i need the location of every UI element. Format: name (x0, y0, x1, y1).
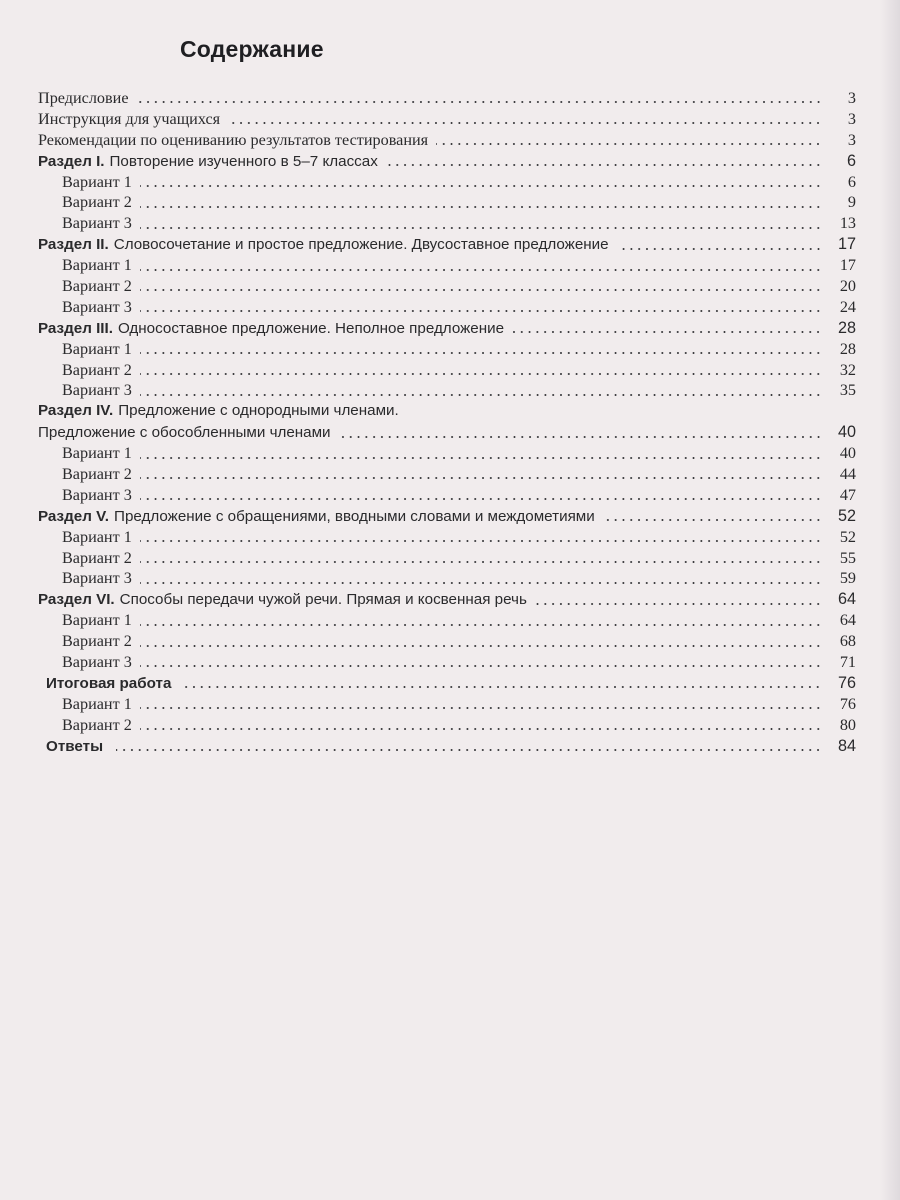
dot-leader (228, 121, 822, 125)
toc-entry-page-number: 84 (837, 736, 856, 755)
dot-leader (140, 268, 822, 272)
toc-entry-title: Рекомендации по оцениванию результатов тестирования (38, 130, 429, 149)
toc-entry (38, 610, 856, 631)
toc-entry-section-label: Раздел II. (38, 236, 109, 254)
toc-entry-title: Вариант 3 (62, 653, 132, 672)
dot-leader (140, 372, 822, 376)
toc-entry-page-number: 28 (839, 339, 856, 358)
toc-entry-page-number: 24 (839, 297, 856, 316)
dot-leader (140, 644, 822, 648)
toc-entry (38, 297, 856, 318)
dot-leader (512, 330, 822, 334)
toc-entry-title: Предложение с обращениями, вводными словами и междометиями (114, 507, 595, 525)
toc-entry (38, 401, 856, 422)
toc-entry-page-number: 13 (839, 214, 856, 233)
toc-entry-section-label: Раздел III. (38, 319, 113, 337)
toc-entry (38, 339, 856, 360)
toc-entry (38, 172, 856, 193)
toc-entry-title: Предложение с однородными членами. (118, 402, 399, 420)
toc-entry-title: Вариант 2 (62, 548, 132, 567)
toc-entry-page-number: 52 (839, 527, 856, 546)
toc-entry-title: Повторение изученного в 5–7 классах (109, 152, 378, 170)
toc-entry (38, 360, 856, 381)
toc-entry-title: Способы передачи чужой речи. Прямая и косвенная речь (119, 591, 527, 609)
toc-entry (38, 422, 856, 443)
toc-entry-title: Вариант 3 (62, 297, 132, 316)
toc-entry-title: Односоставное предложение. Неполное предложение (117, 319, 505, 337)
toc-entry (38, 485, 856, 506)
dot-leader (140, 560, 822, 564)
dot-leader (140, 309, 822, 313)
toc-entry-title: Вариант 1 (62, 444, 132, 463)
dot-leader (140, 226, 822, 230)
toc-entry (38, 548, 856, 569)
toc-entry-title: Вариант 2 (62, 360, 132, 379)
dot-leader (137, 100, 822, 104)
toc-entry (38, 652, 856, 673)
dot-leader (617, 247, 822, 251)
toc-entry (38, 506, 856, 527)
dot-leader (436, 142, 822, 146)
toc-entry-title: Вариант 1 (62, 694, 132, 713)
toc-entry-page-number: 40 (837, 423, 856, 442)
toc-entry-title: Вариант 3 (62, 485, 132, 504)
toc-entry (38, 88, 856, 109)
toc-entry (38, 109, 856, 130)
toc-entry-page-number: 9 (847, 193, 856, 212)
toc-entry-page-number: 76 (839, 694, 856, 713)
toc-entry-title: Вариант 2 (62, 632, 132, 651)
toc-entry-page-number: 35 (839, 381, 856, 400)
toc-entry (38, 673, 856, 694)
toc-entry (38, 568, 856, 589)
toc-entry-section-label: Раздел IV. (38, 402, 114, 420)
toc-entry-page-number: 64 (839, 611, 856, 630)
toc-entry-page-number: 80 (839, 715, 856, 734)
page-title: Содержание (180, 36, 324, 62)
toc-entry (38, 130, 856, 151)
toc-entry (38, 380, 856, 401)
toc-entry-page-number: 3 (847, 130, 856, 149)
toc-entry-page-number: 76 (837, 673, 856, 692)
toc-entry (38, 213, 856, 234)
toc-entry-page-number: 55 (839, 548, 856, 567)
dot-leader (140, 706, 822, 710)
toc-entry (38, 234, 856, 255)
toc-entry-title: Вариант 2 (62, 277, 132, 296)
toc-entry-section-label: Раздел I. (38, 152, 105, 170)
toc-entry-section-label: Итоговая работа (46, 674, 172, 692)
dot-leader (140, 727, 822, 731)
toc-entry (38, 715, 856, 736)
toc-entry-title: Вариант 1 (62, 256, 132, 275)
dot-leader (140, 581, 822, 585)
toc-entry-section-label: Раздел VI. (38, 591, 115, 609)
toc-entry-section-label: Ответы (46, 737, 104, 755)
toc-entry-title: Вариант 1 (62, 611, 132, 630)
toc-entry-page-number: 6 (847, 172, 856, 191)
toc-entry (38, 631, 856, 652)
toc-entry-page-number: 28 (837, 318, 856, 337)
toc-entry-page-number: 20 (839, 277, 856, 296)
toc-entry (38, 527, 856, 548)
toc-entry (38, 464, 856, 485)
page-edge-shadow (880, 0, 900, 1200)
toc-entry (38, 736, 856, 757)
toc-entry-title: Вариант 3 (62, 214, 132, 233)
dot-leader (140, 539, 822, 543)
dot-leader (184, 685, 822, 689)
toc-entry-title: Вариант 3 (62, 569, 132, 588)
toc-entry-title: Предисловие (38, 89, 129, 107)
toc-entry-title: Инструкция для учащихся (38, 109, 221, 128)
toc-entry-page-number: 47 (839, 485, 856, 504)
toc-entry-title: Словосочетание и простое предложение. Двусоставное предложение (113, 236, 609, 254)
toc-entry-title: Вариант 1 (62, 527, 132, 546)
toc-entry-title: Предложение с обособленными членами (38, 424, 331, 442)
dot-leader (140, 476, 822, 480)
toc-entry-page-number: 40 (839, 444, 856, 463)
toc-entry (38, 151, 856, 172)
toc-entry-page-number: 3 (847, 89, 856, 107)
dot-leader (140, 351, 822, 355)
dot-leader (140, 205, 822, 209)
toc-entry-title: Вариант 2 (62, 715, 132, 734)
toc-entry-page-number: 32 (839, 360, 856, 379)
toc-entry (38, 443, 856, 464)
toc-entry-page-number: 44 (839, 465, 856, 484)
dot-leader (386, 163, 822, 167)
toc-entry-page-number: 68 (839, 632, 856, 651)
toc-entry-title: Вариант 1 (62, 339, 132, 358)
toc-entry (38, 276, 856, 297)
dot-leader (140, 393, 822, 397)
dot-leader (140, 664, 822, 668)
toc-entry (38, 694, 856, 715)
toc-entry-page-number: 71 (839, 653, 856, 672)
dot-leader (140, 184, 822, 188)
toc-entry (38, 589, 856, 610)
dot-leader (140, 456, 822, 460)
toc-entry-page-number: 64 (837, 590, 856, 609)
toc-entry (38, 318, 856, 339)
dot-leader (140, 497, 822, 501)
toc-entry-title: Вариант 2 (62, 465, 132, 484)
toc-entry-page-number: 59 (839, 569, 856, 588)
toc-entry-title: Вариант 1 (62, 172, 132, 191)
toc-entry-page-number: 17 (839, 256, 856, 275)
toc-entry-page-number: 17 (837, 235, 856, 254)
toc-entry-title: Вариант 2 (62, 193, 132, 212)
dot-leader (603, 518, 822, 522)
toc-entry-section-label: Раздел V. (38, 507, 110, 525)
dot-leader (339, 435, 822, 439)
table-of-contents (38, 88, 856, 757)
dot-leader (535, 602, 822, 606)
toc-entry (38, 255, 856, 276)
toc-entry-page-number: 6 (846, 151, 856, 170)
toc-entry-page-number: 52 (837, 506, 856, 525)
toc-entry-page-number: 3 (847, 109, 856, 128)
dot-leader (140, 623, 822, 627)
toc-entry-title: Вариант 3 (62, 381, 132, 400)
dot-leader (116, 748, 822, 752)
toc-entry (38, 192, 856, 213)
dot-leader (140, 288, 822, 292)
